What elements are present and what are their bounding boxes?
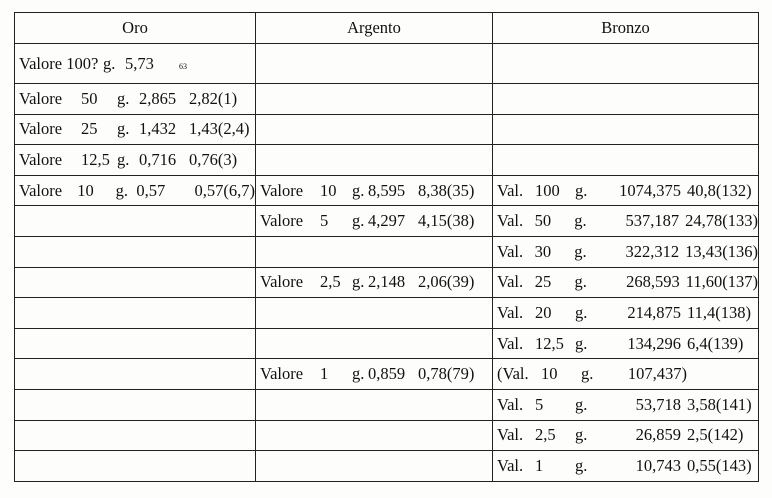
silver-cell <box>256 114 493 145</box>
table-row <box>15 420 759 451</box>
denomination-label: Val. <box>497 333 524 353</box>
theoretical-weight: 4,297 <box>368 211 406 231</box>
bronze-cell <box>493 267 759 298</box>
silver-entry <box>260 364 492 384</box>
gram-abbrev: g. <box>115 180 129 200</box>
bronze-cell <box>493 206 759 237</box>
denomination-label: Val. <box>497 425 524 445</box>
denomination-value: 12,5 <box>535 333 564 353</box>
silver-cell <box>256 298 493 329</box>
actual-weight: 3,58(141) <box>687 394 752 414</box>
actual-weight: 2,82(1) <box>189 88 238 108</box>
gram-abbrev: g. <box>352 272 365 292</box>
denomination-label: Val. <box>497 455 524 475</box>
silver-cell <box>256 359 493 390</box>
table-row <box>15 267 759 298</box>
gold-cell <box>15 451 256 482</box>
gold-cell <box>15 359 256 390</box>
gram-abbrev: g. <box>575 394 588 414</box>
bronze-cell <box>493 298 759 329</box>
denomination-label: Valore 100? <box>19 53 99 73</box>
actual-weight: 0,78(79) <box>418 364 475 384</box>
table-row <box>15 44 759 84</box>
bronze-cell <box>493 328 759 359</box>
table-row <box>15 451 759 482</box>
theoretical-weight: 0,57 <box>136 180 166 200</box>
bronze-cell <box>493 114 759 145</box>
denomination-label: Val. <box>497 272 524 292</box>
bronze-entry <box>497 242 758 262</box>
silver-cell <box>256 206 493 237</box>
header-bronze: Bronzo <box>493 13 759 44</box>
bronze-entry <box>497 303 758 323</box>
actual-weight: 4,15(38) <box>418 211 475 231</box>
denomination-value: 1 <box>320 364 329 384</box>
denomination-value: 5 <box>535 394 544 414</box>
theoretical-weight: 537,187 <box>625 211 680 231</box>
gold-cell <box>15 328 256 359</box>
denomination-value: 25 <box>534 272 552 292</box>
theoretical-weight: 1074,375 <box>619 180 681 200</box>
silver-cell <box>256 44 493 84</box>
denomination-label: Valore <box>260 364 304 384</box>
theoretical-weight: 2,148 <box>368 272 406 292</box>
actual-weight: 0,57(6,7) <box>194 180 255 200</box>
gold-entry <box>19 89 255 109</box>
gram-abbrev: g. <box>352 364 365 384</box>
theoretical-weight: 322,312 <box>625 241 680 261</box>
denomination-label: Val. <box>497 302 524 322</box>
actual-weight: 11,60(137) <box>685 272 758 292</box>
theoretical-weight: 53,718 <box>635 394 681 414</box>
table-row <box>15 114 759 145</box>
gram-abbrev: g. <box>575 302 588 322</box>
gram-abbrev: g. <box>575 455 588 475</box>
gram-abbrev: g. <box>575 180 588 200</box>
bronze-cell <box>493 420 759 451</box>
bronze-cell <box>493 389 759 420</box>
denomination-label: Valore <box>260 272 304 292</box>
theoretical-weight: 214,875 <box>627 302 681 322</box>
gold-cell <box>15 420 256 451</box>
theoretical-weight: 8,595 <box>368 180 406 200</box>
bronze-entry <box>497 181 758 201</box>
theoretical-weight: 268,593 <box>626 272 680 292</box>
gram-abbrev: g. <box>352 180 365 200</box>
actual-weight: 24,78(133) <box>685 211 758 231</box>
denomination-value: 10 <box>320 180 337 200</box>
denomination-value: 2,5 <box>320 272 341 292</box>
bronze-cell <box>493 451 759 482</box>
actual-weight: 1,43(2,4) <box>189 119 250 139</box>
table-row <box>15 298 759 329</box>
gold-cell <box>15 236 256 267</box>
bronze-entry <box>497 425 758 445</box>
denomination-value: 50 <box>534 211 552 231</box>
gold-cell <box>15 44 256 84</box>
bronze-entry <box>497 456 758 476</box>
silver-cell <box>256 175 493 206</box>
table-header-row <box>15 13 759 44</box>
denomination-label: Valore <box>260 211 304 231</box>
gram-abbrev: g. <box>575 333 588 353</box>
theoretical-weight: 5,73 <box>125 53 154 73</box>
silver-cell <box>256 145 493 176</box>
theoretical-weight: 1,432 <box>139 119 177 139</box>
table-row <box>15 236 759 267</box>
theoretical-weight: 0,859 <box>368 364 406 384</box>
denomination-value: 12,5 <box>81 149 110 169</box>
bronze-cell <box>493 145 759 176</box>
bronze-entry <box>497 272 758 292</box>
actual-weight: 0,76(3) <box>189 149 238 169</box>
actual-weight: 13,43(136) <box>685 241 758 261</box>
theoretical-weight: 26,859 <box>635 425 681 445</box>
gold-cell <box>15 145 256 176</box>
gold-cell <box>15 84 256 115</box>
gold-cell <box>15 114 256 145</box>
theoretical-weight: 107,437) <box>627 364 687 384</box>
theoretical-weight: 10,743 <box>635 455 681 475</box>
denomination-value: 25 <box>81 119 98 139</box>
gram-abbrev: g. <box>574 211 587 231</box>
denomination-value: 20 <box>535 302 552 322</box>
gold-entry <box>19 181 255 201</box>
silver-cell <box>256 328 493 359</box>
gram-abbrev: g. <box>117 149 130 169</box>
denomination-label: Val. <box>497 180 524 200</box>
denomination-value: 1 <box>535 455 544 475</box>
footnote-ref: 63 <box>179 61 187 71</box>
gram-abbrev: g. <box>117 119 130 139</box>
gram-abbrev: g. <box>574 272 587 292</box>
gold-cell <box>15 298 256 329</box>
gram-abbrev: g. <box>352 211 365 231</box>
silver-entry <box>260 272 492 292</box>
bronze-cell <box>493 236 759 267</box>
actual-weight: 2,06(39) <box>418 272 475 292</box>
gold-cell <box>15 389 256 420</box>
bronze-cell <box>493 359 759 390</box>
gold-cell <box>15 175 256 206</box>
gram-abbrev: g. <box>103 53 116 73</box>
gold-entry <box>19 150 255 170</box>
bronze-entry <box>497 364 758 384</box>
denomination-label: Valore <box>19 88 63 108</box>
denomination-value: 50 <box>81 88 98 108</box>
silver-cell <box>256 236 493 267</box>
denomination-label: Val. <box>497 394 524 414</box>
denomination-label: Val. <box>497 211 524 231</box>
gold-entry <box>19 54 255 74</box>
silver-cell <box>256 389 493 420</box>
gram-abbrev: g. <box>575 425 588 445</box>
table-row <box>15 328 759 359</box>
theoretical-weight: 2,865 <box>139 88 177 108</box>
actual-weight: 6,4(139) <box>687 333 744 353</box>
denomination-label: Valore <box>19 180 63 200</box>
table-body <box>15 44 759 482</box>
silver-entry <box>260 181 492 201</box>
denomination-label: Val. <box>497 241 524 261</box>
silver-cell <box>256 84 493 115</box>
gram-abbrev: g. <box>117 88 130 108</box>
denomination-label: (Val. <box>497 364 529 384</box>
theoretical-weight: 0,716 <box>139 149 177 169</box>
table-row <box>15 389 759 420</box>
header-gold: Oro <box>15 13 256 44</box>
bronze-entry <box>497 334 758 354</box>
bronze-cell <box>493 84 759 115</box>
silver-entry <box>260 211 492 231</box>
gram-abbrev: g. <box>581 364 594 384</box>
gold-cell <box>15 206 256 237</box>
bronze-cell <box>493 175 759 206</box>
gram-abbrev: g. <box>574 241 587 261</box>
denomination-label: Valore <box>19 149 63 169</box>
bronze-entry <box>497 395 758 415</box>
header-silver: Argento <box>256 13 493 44</box>
bronze-cell <box>493 44 759 84</box>
gold-cell <box>15 267 256 298</box>
actual-weight: 0,55(143) <box>687 455 752 475</box>
denomination-label: Valore <box>260 180 304 200</box>
table-row <box>15 84 759 115</box>
table-row <box>15 175 759 206</box>
table-row <box>15 145 759 176</box>
silver-cell <box>256 267 493 298</box>
silver-cell <box>256 420 493 451</box>
bronze-entry <box>497 211 758 231</box>
actual-weight: 40,8(132) <box>687 180 752 200</box>
table-row <box>15 359 759 390</box>
denomination-value: 10 <box>77 180 94 200</box>
gold-entry <box>19 119 255 139</box>
silver-cell <box>256 451 493 482</box>
theoretical-weight: 134,296 <box>627 333 681 353</box>
table-row <box>15 206 759 237</box>
actual-weight: 11,4(138) <box>687 302 752 322</box>
denomination-label: Valore <box>19 119 63 139</box>
denomination-value: 100 <box>535 180 560 200</box>
denomination-value: 5 <box>320 211 329 231</box>
actual-weight: 2,5(142) <box>687 425 744 445</box>
coin-weights-table <box>14 12 759 482</box>
denomination-value: 2,5 <box>535 425 556 445</box>
actual-weight: 8,38(35) <box>418 180 475 200</box>
denomination-value: 30 <box>534 241 552 261</box>
denomination-value: 10 <box>541 364 558 384</box>
